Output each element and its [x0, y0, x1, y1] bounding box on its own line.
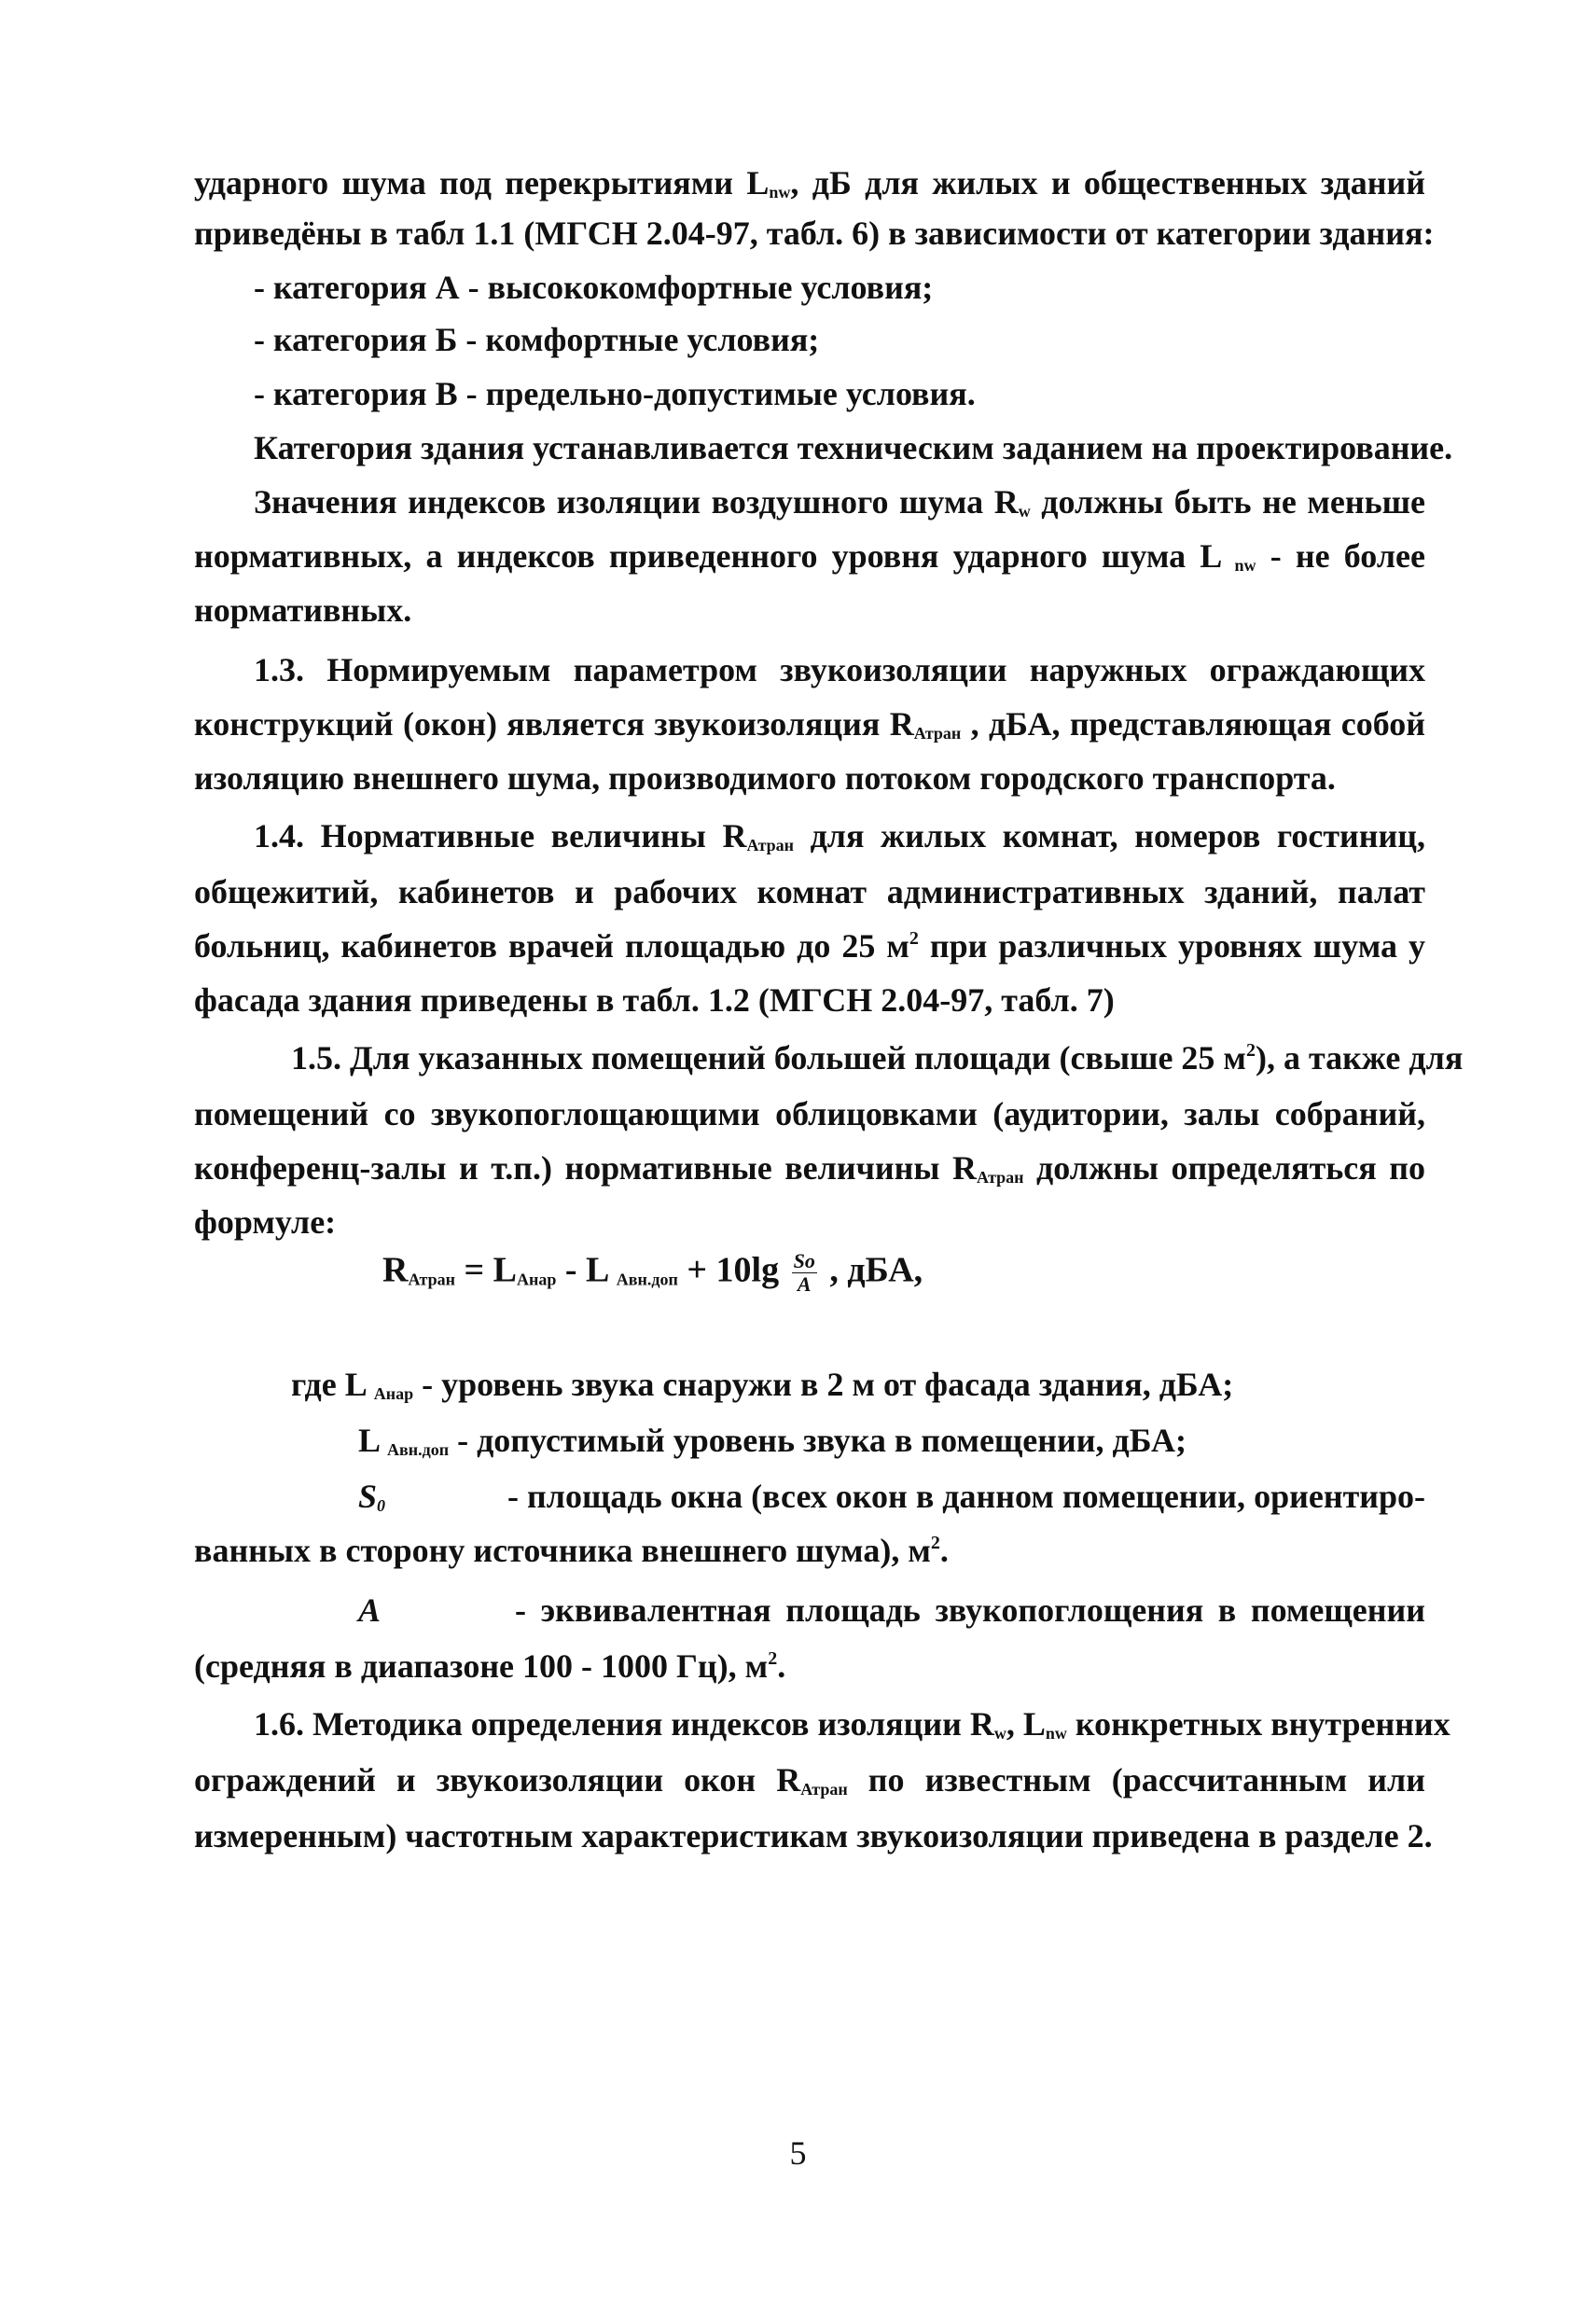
list-item-category-v: - категория В - предельно-допустимые условия.: [254, 375, 976, 412]
section-1-5-line-1: 1.5. Для указанных помещений большей площади (свыше 25 $м^2$), а также для: [291, 1039, 1464, 1077]
definition-so-line-1: $S_0$ - площадь окна (всех окон в данном помещении, ориентиро-: [358, 1478, 1425, 1515]
section-1-5-line-4: формуле:: [194, 1203, 337, 1241]
page-number: 5: [789, 2134, 807, 2172]
text-line-2: приведёны в табл 1.1 (МГСН 2.04-97, табл. 6) в зависимости от категории здания:: [194, 215, 1435, 252]
text-line-1: ударного шума под перекрытиями $L_{nw}$, дБ для жилых и общественных зданий: [194, 164, 1425, 201]
definition-a-line-2: (средняя в диапазоне 100 - 1000 Гц), $м^2$.: [194, 1647, 786, 1685]
section-1-4-line-2: общежитий, кабинетов и рабочих комнат административных зданий, палат: [194, 873, 1425, 910]
section-1-4-line-1: 1.4. Нормативные величины $R_{Атран}$ для жилых комнат, номеров гостиниц,: [254, 817, 1425, 854]
section-1-3-line-1: 1.3. Нормируемым параметром звукоизоляции наружных ограждающих: [254, 651, 1425, 688]
definition-so-line-2: ванных в сторону источника внешнего шума), $м^2$.: [194, 1532, 949, 1569]
section-1-6-line-3: измеренным) частотным характеристикам звукоизоляции приведена в разделе 2.: [194, 1817, 1433, 1855]
text-line-category-note: Категория здания устанавливается техническим заданием на проектирование.: [254, 429, 1453, 466]
text-line-8: нормативных, а индексов приведенного уровня ударного шума L $_{nw}$ - не более: [194, 537, 1425, 575]
section-1-6-line-2: ограждений и звукоизоляции окон $R_{Атран}$ по известным (рассчитанным или: [194, 1761, 1425, 1799]
list-item-category-a: - категория А - высококомфортные условия;: [254, 269, 934, 306]
section-1-4-line-3: больниц, кабинетов врачей площадью до 25 $м^2$ при различных уровнях шума у: [194, 927, 1425, 965]
section-1-6-line-1: 1.6. Методика определения индексов изоляции $R_w$, $L_{nw}$ конкретных внутренних: [254, 1705, 1450, 1743]
definition-l-avndop: L $_{Авн.доп}$ - допустимый уровень звука в помещении, дБА;: [358, 1422, 1187, 1459]
definition-l-anar: где L $_{Анар}$ - уровень звука снаружи в 2 м от фасада здания, дБА;: [291, 1366, 1234, 1403]
section-1-3-line-3: изоляцию внешнего шума, производимого потоком городского транспорта.: [194, 759, 1336, 797]
text-line-9: нормативных.: [194, 591, 412, 629]
definition-a-line-1: A - эквивалентная площадь звукопоглощения в помещении: [358, 1591, 1425, 1629]
section-1-5-line-2: помещений со звукопоглощающими облицовками (аудитории, залы собраний,: [194, 1095, 1425, 1132]
section-1-5-line-3: конференц-залы и т.п.) нормативные величины $R_{Атран}$ должны определяться по: [194, 1149, 1426, 1187]
formula-fraction: $\frac{So}{A}$: [793, 1249, 815, 1297]
section-1-3-line-2: конструкций (окон) является звукоизоляция $R_{Атран}$ , дБА, представляющая собой: [194, 705, 1425, 743]
text-line-7: Значения индексов изоляции воздушного шума $R_w$ должны быть не меньше: [254, 483, 1425, 521]
list-item-category-b: - категория Б - комфортные условия;: [254, 321, 820, 358]
formula-r-atran: $R_{Атран} = L_{Анар} - L$ $_{Авн.доп}$ + 10lg $\frac{So}{A}$ , дБА,: [382, 1249, 923, 1297]
section-1-4-line-4: фасада здания приведены в табл. 1.2 (МГСН 2.04-97, табл. 7): [194, 981, 1115, 1019]
